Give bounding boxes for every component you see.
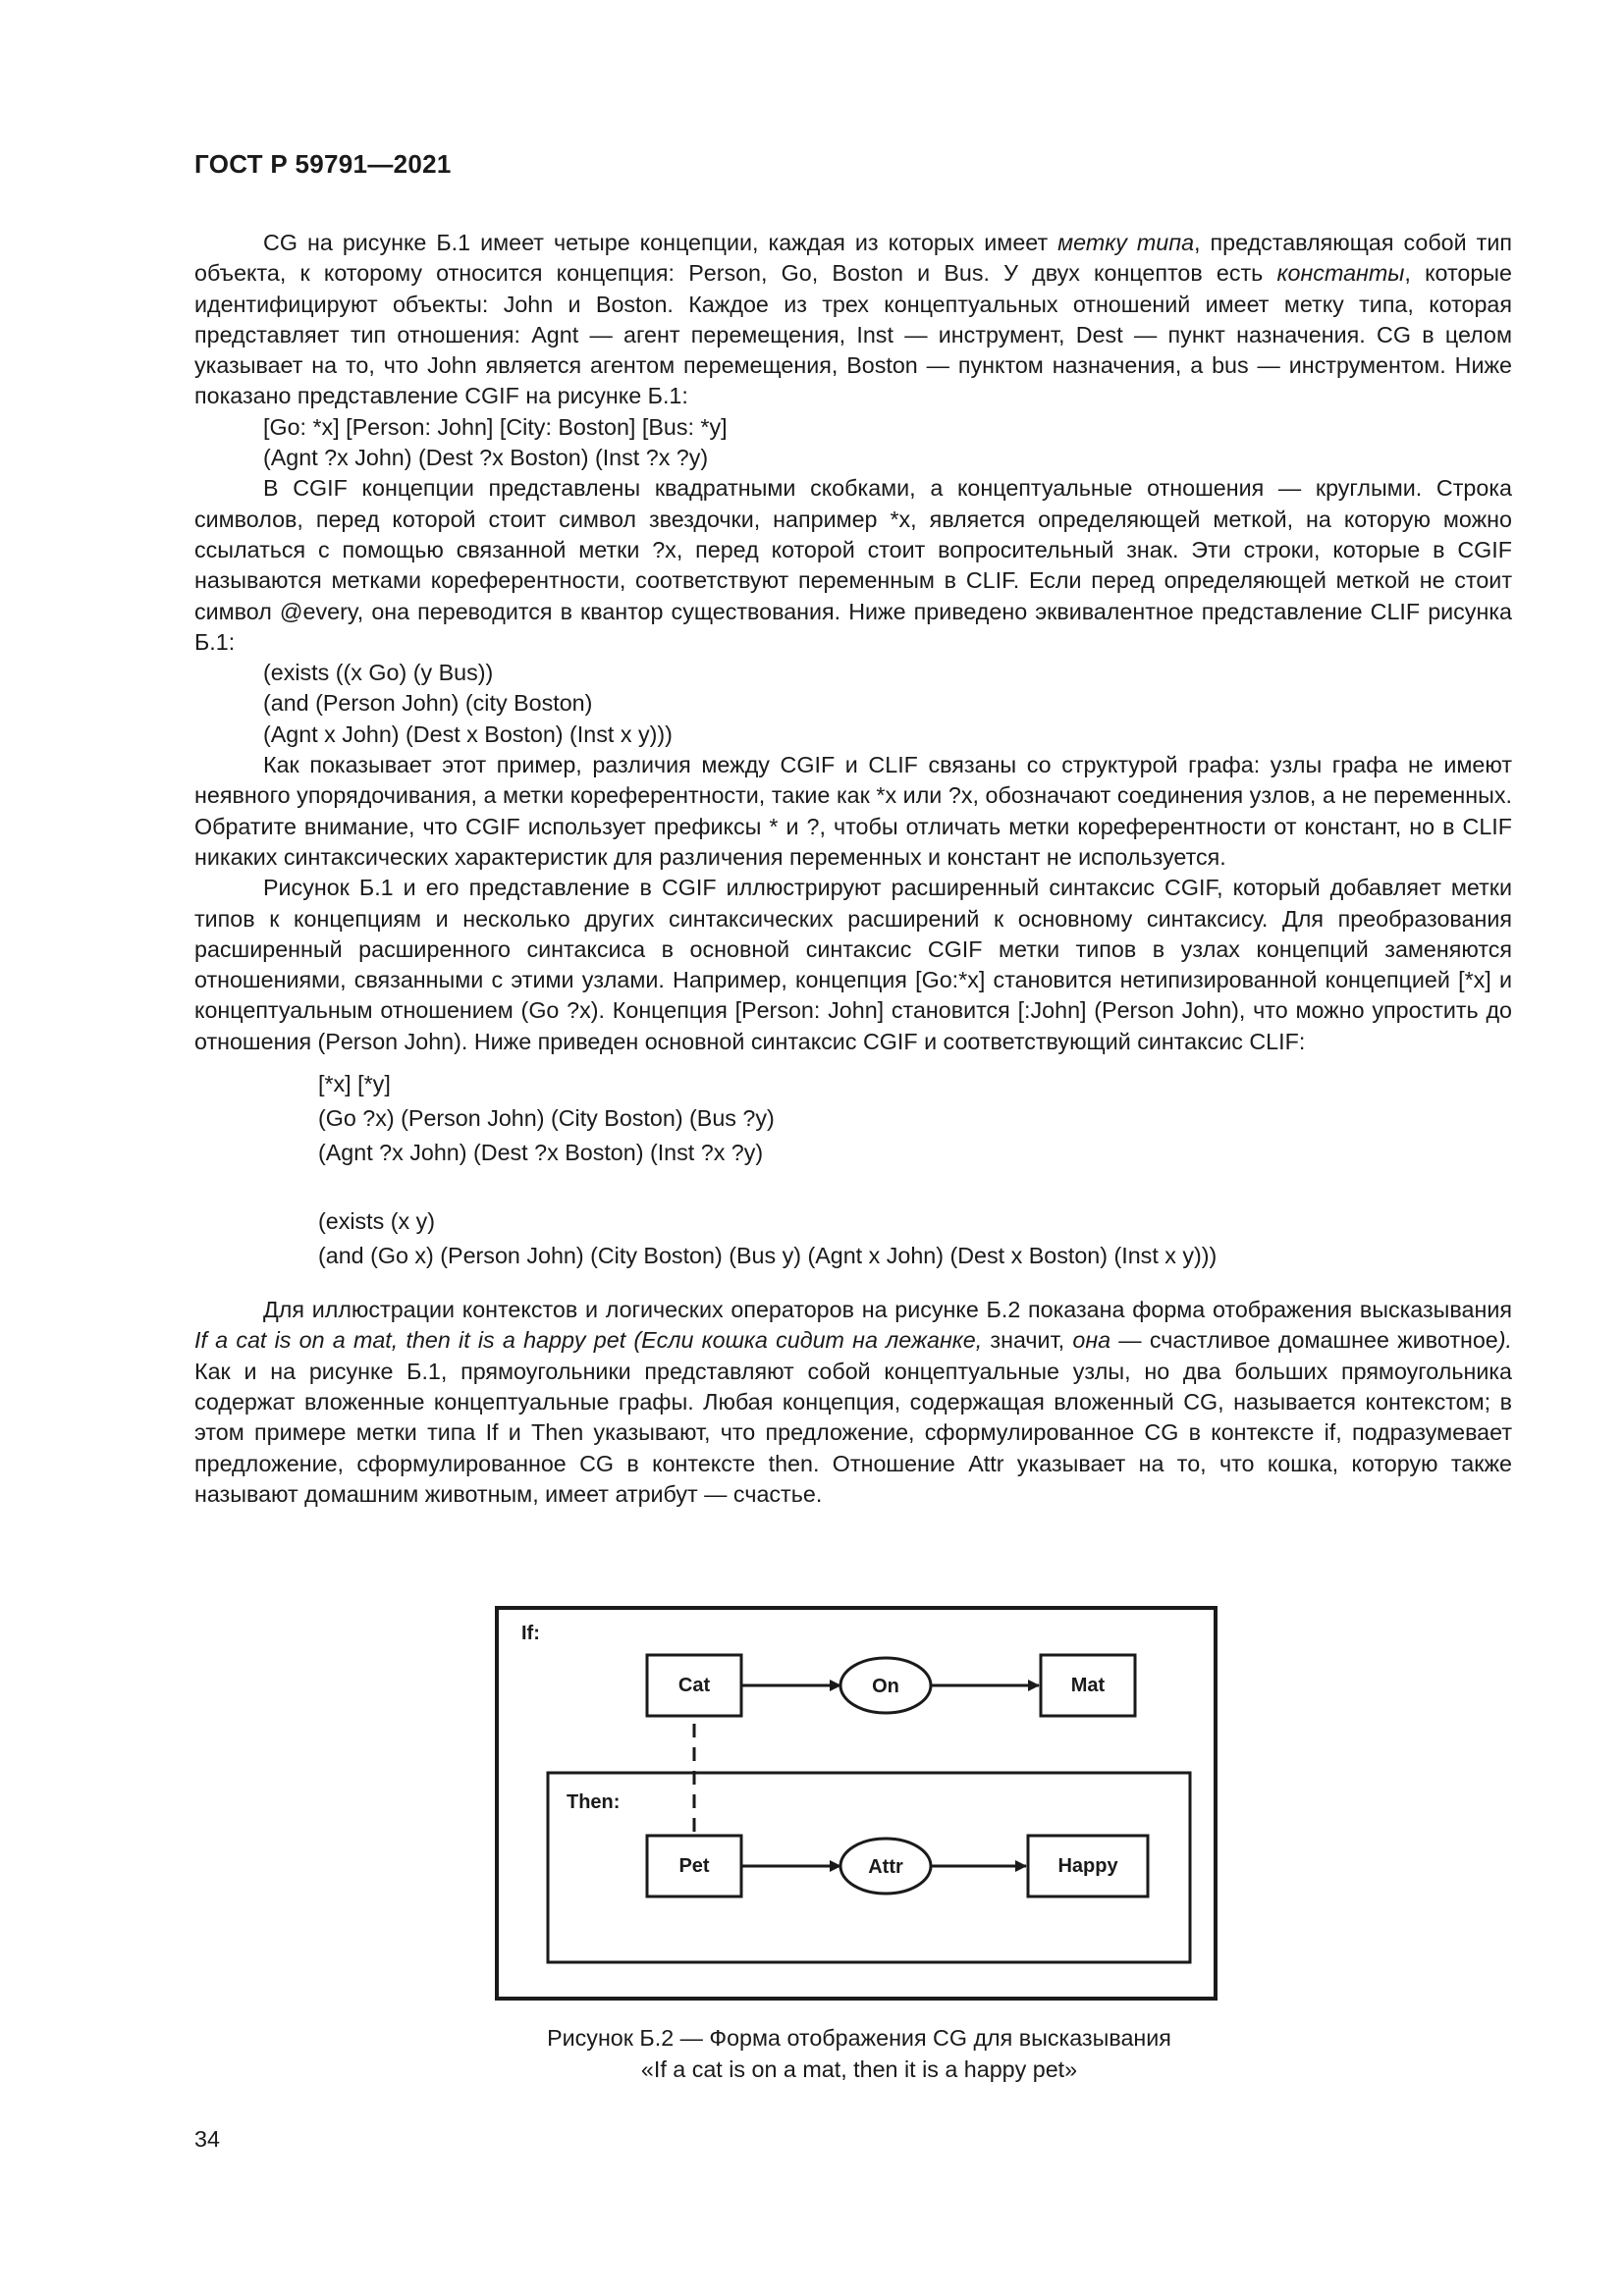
core-cgif-line-2: (Go ?x) (Person John) (City Boston) (Bus ?y)	[318, 1105, 775, 1132]
p5-text-f: ).	[1497, 1327, 1512, 1354]
clif-line-3: (Agnt x John) (Dest x Boston) (Inst x y)))	[263, 721, 673, 747]
figure-b2-diagram	[495, 1606, 1218, 2001]
then-label: Then:	[567, 1791, 621, 1813]
p5-text-g: Как и на рисунке Б.1, прямоугольники представляют собой концептуальные узлы, но два больших прямоугольника содержат вложенные концептуальные графы. Любая концепция, содержащая вложенный CG, называется контекстом; в этом примере метки типа If и Then указывают, что предложение, сформулированное CG в контексте if, подразумевает предложение, сформулированное CG в контексте then. Отношение Attr указывает на то, что кошка, которую также называют домашним животным, имеет атрибут — счастье.	[194, 1358, 1512, 1507]
p1-text-a: CG на рисунке Б.1 имеет четыре концепции, каждая из которых имеет	[263, 230, 1058, 255]
paragraph-3: Как показывает этот пример, различия между CGIF и CLIF связаны со структурой графа: узлы графа не имеют неявного упорядочивания, а метки кореферентности, такие как *x или ?x, обозначают соединения узлов, а не переменных. Обратите внимание, что CGIF использует префиксы * и ?, чтобы отличать метки кореферентности от констант, но в CLIF никаких синтаксических характеристик для различения переменных и констант не используется.	[194, 752, 1512, 870]
p5-text-a: Для иллюстрации контекстов и логических операторов на рисунке Б.2 показана форма отображения высказывания	[263, 1297, 1512, 1323]
p1-term-type-label: метку типа	[1057, 230, 1195, 255]
cat-node-label: Cat	[677, 1675, 711, 1696]
figure-caption	[442, 2022, 1276, 2085]
mat-node-label: Mat	[1070, 1675, 1106, 1696]
clif-line-1: (exists ((x Go) (y Bus))	[263, 660, 494, 686]
page-number: 34	[194, 2126, 220, 2152]
paragraph-5	[194, 1295, 1512, 1510]
cg-diagram-svg	[495, 1606, 1218, 2001]
p1-text-e: , которые идентифицируют объекты: John и Boston. Каждое из трех концептуальных отношений имеет метку типа, которая представляет тип отношения: Agnt — агент перемещения, Inst — инструмент, Dest — пункт назначения. CG в целом указывает на то, что John является агентом перемещения, Boston — пунктом назначения, а bus — инструментом. Ниже показано представление CGIF на рисунке Б.1:	[194, 260, 1513, 409]
cgif-line-1: [Go: *x] [Person: John] [City: Boston] [Bus: *y]	[263, 413, 728, 440]
core-cgif-line-3: (Agnt ?x John) (Dest ?x Boston) (Inst ?x ?y)	[318, 1140, 764, 1166]
paragraph-1	[194, 228, 1512, 412]
p1-text-c: , представляющая собой тип объекта, к которому относится концепция: Person, Go, Boston и Bus. У двух концептов есть	[194, 230, 1512, 287]
main-text	[194, 228, 1512, 1510]
cgif-line-2: (Agnt ?x John) (Dest ?x Boston) (Inst ?x ?y)	[263, 445, 709, 471]
p5-text-c: значит,	[982, 1327, 1073, 1354]
caption-line-1: Рисунок Б.2 — Форма отображения CG для высказывания	[547, 2025, 1171, 2051]
p5-example-en: If a cat is on a mat, then it is a happy pet (Если кошка сидит на лежанке,	[194, 1327, 983, 1354]
core-cgif-block	[194, 1067, 1512, 1273]
p5-text-d: она	[1072, 1327, 1111, 1354]
p1-term-constants: константы	[1276, 260, 1405, 287]
core-clif-line-1: (exists (x y)	[318, 1208, 436, 1235]
p5-text-e: — счастливое домашнее животное	[1110, 1327, 1498, 1354]
core-cgif-line-1: [*x] [*y]	[318, 1071, 391, 1097]
document-header: ГОСТ Р 59791—2021	[194, 149, 452, 179]
paragraph-4: Рисунок Б.1 и его представление в CGIF иллюстрируют расширенный синтаксис CGIF, который добавляет метки типов к концепциям и несколько других синтаксических расширений к основному синтаксису. Для преобразования расширенный расширенного синтаксиса в основной синтаксис CGIF метки типов в узлах концепций заменяются отношениями, связанными с этими узлами. Например, концепция [Go:*x] становится нетипизированной концепцией [*x] и концептуальным отношением (Go ?x). Концепция [Person: John] становится [:John] (Person John), что можно упростить до отношения (Person John). Ниже приведен основной синтаксис CGIF и соответствующий синтаксис CLIF:	[194, 875, 1512, 1054]
clif-line-2: (and (Person John) (city Boston)	[263, 690, 593, 717]
paragraph-2: В CGIF концепции представлены квадратными скобками, а концептуальные отношения — круглыми. Строка символов, перед которой стоит символ звездочки, например *x, является определяющей меткой, на которую можно ссылаться с помощью связанной метки ?x, перед которой стоит вопросительный знак. Эти строки, которые в CGIF называются метками кореферентности, соответствуют переменным в CLIF. Если перед определяющей меткой не стоит символ @every, она переводится в квантор существования. Ниже приведено эквивалентное представление CLIF рисунка Б.1:	[194, 475, 1512, 655]
core-clif-line-2: (and (Go x) (Person John) (City Boston) (Bus y) (Agnt x John) (Dest x Boston) (Inst x y)))	[318, 1243, 1218, 1269]
happy-node-label: Happy	[1057, 1855, 1118, 1877]
caption-line-2: «If a cat is on a mat, then it is a happy pet»	[640, 2056, 1078, 2082]
pet-node-label: Pet	[678, 1855, 710, 1877]
if-label: If:	[521, 1623, 540, 1644]
on-relation-label: On	[872, 1676, 899, 1697]
attr-relation-label: Attr	[868, 1856, 903, 1878]
